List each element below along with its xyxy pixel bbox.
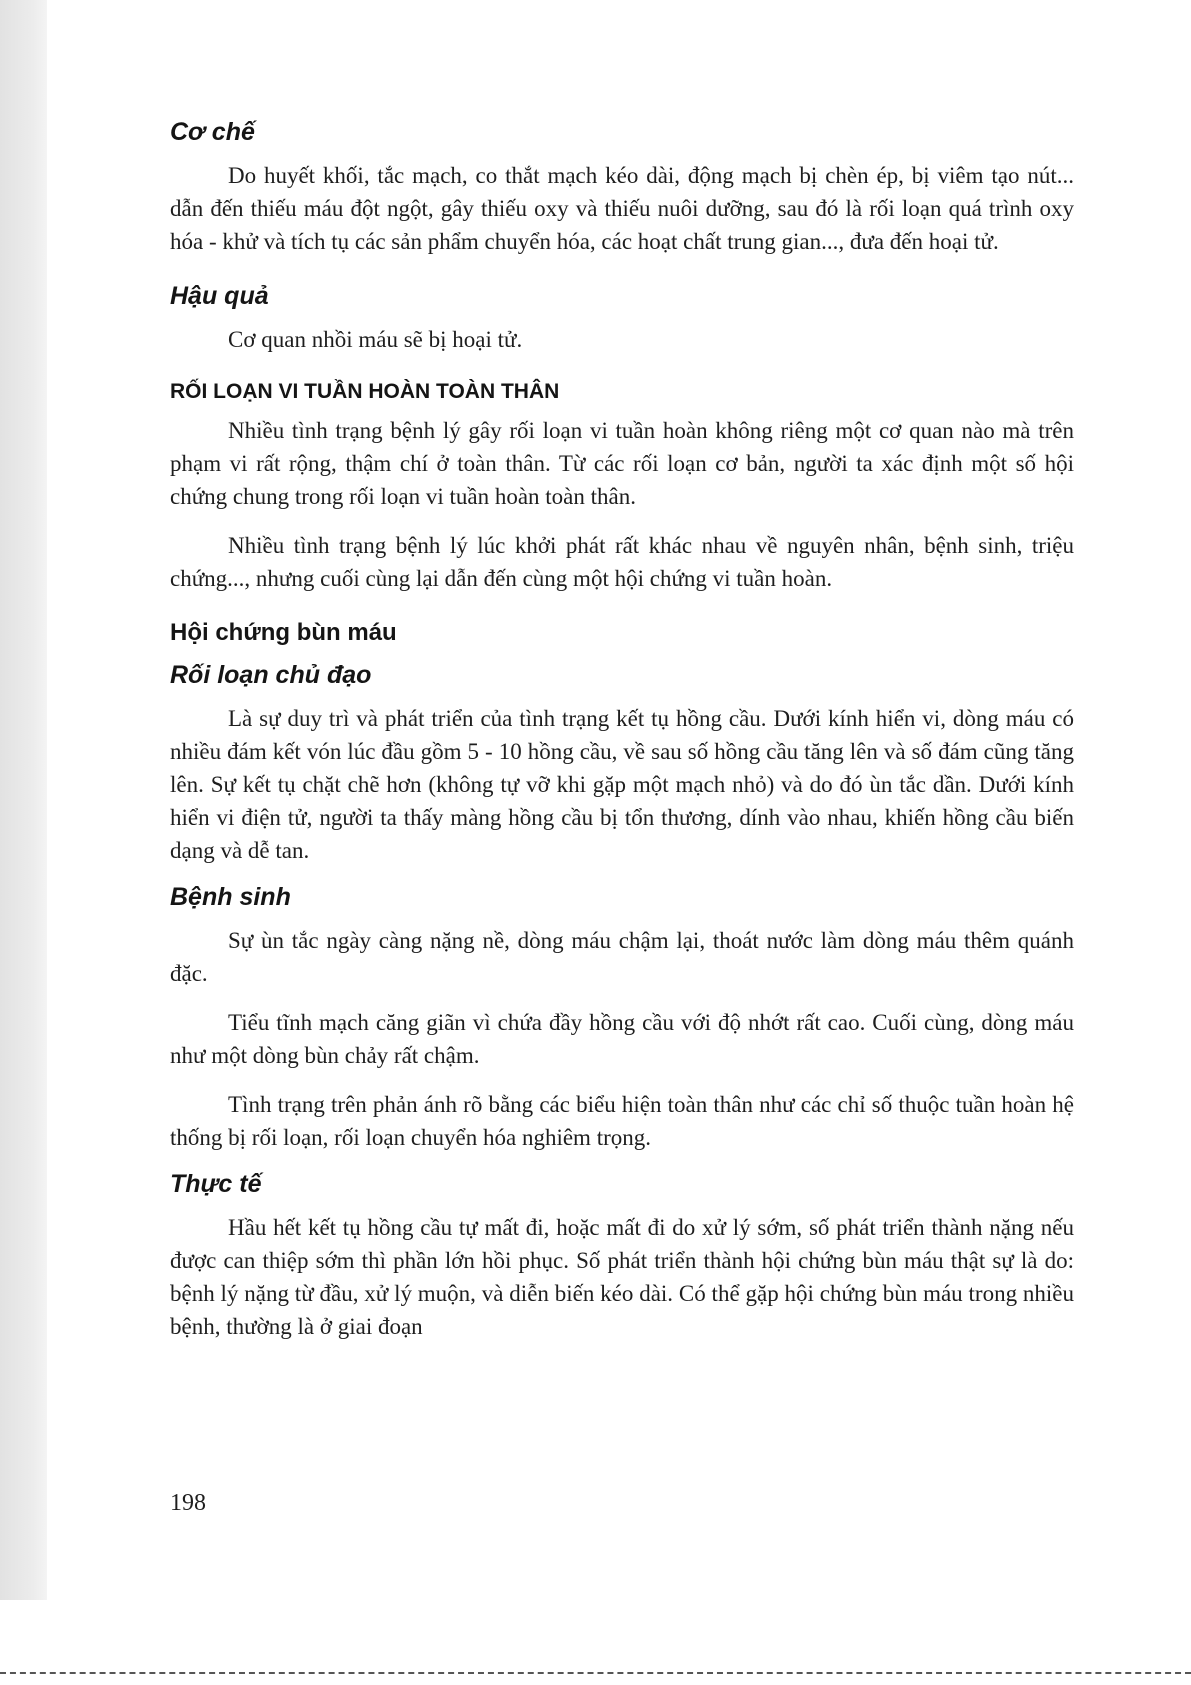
paragraph-co-che: Do huyết khối, tắc mạch, co thắt mạch kéo dài, động mạch bị chèn ép, bị viêm tạo nút... dẫn đến thiếu máu đột ngột, gây thiếu oxy và thiếu nuôi dưỡng, sau đó là rối loạn quá trình oxy hóa - khử và tích tụ các sản phẩm chuyển hóa, các hoạt chất trung gian..., đưa đến hoại tử.: [170, 163, 1074, 254]
heading-thuc-te: Thực tế: [170, 1170, 262, 1198]
paragraph-toan-than-2: Nhiều tình trạng bệnh lý lúc khởi phát rất khác nhau về nguyên nhân, bệnh sinh, triệu chứng..., nhưng cuối cùng lại dẫn đến cùng một hội chứng vi tuần hoàn.: [170, 533, 1074, 591]
scan-gutter: [0, 0, 47, 1600]
paragraph-roi-loan-chu-dao: Là sự duy trì và phát triển của tình trạng kết tụ hồng cầu. Dưới kính hiển vi, dòng máu có nhiều đám kết vón lúc đầu gồm 5 - 10 hồng cầu, về sau số hồng cầu tăng lên và số đám cũng tăng lên. Sự kết tụ chặt chẽ hơn (không tự vỡ khi gặp một mạch nhỏ) và do đó ùn tắc dần. Dưới kính hiển vi điện tử, người ta thấy màng hồng cầu bị tổn thương, dính vào nhau, khiến hồng cầu biến dạng và dễ tan.: [170, 706, 1074, 863]
heading-co-che: Cơ chế: [170, 118, 255, 146]
paragraph-toan-than-1: Nhiều tình trạng bệnh lý gây rối loạn vi tuần hoàn không riêng một cơ quan nào mà trên phạm vi rất rộng, thậm chí ở toàn thân. Từ các rối loạn cơ bản, người ta xác định một số hội chứng chung trong rối loạn vi tuần hoàn toàn thân.: [170, 418, 1074, 509]
paragraph-benh-sinh-2: Tiểu tĩnh mạch căng giãn vì chứa đầy hồng cầu với độ nhớt rất cao. Cuối cùng, dòng máu như một dòng bùn chảy rất chậm.: [170, 1010, 1074, 1068]
paragraph-thuc-te: Hầu hết kết tụ hồng cầu tự mất đi, hoặc mất đi do xử lý sớm, số phát triển thành nặng nếu được can thiệp sớm thì phần lớn hồi phục. Số phát triển thành hội chứng bùn máu thật sự là do: bệnh lý nặng từ đầu, xử lý muộn, và diễn biến kéo dài. Có thể gặp hội chứng bùn máu trong nhiều bệnh, thường là ở giai đoạn: [170, 1215, 1074, 1339]
paragraph-benh-sinh-3: Tình trạng trên phản ánh rõ bằng các biểu hiện toàn thân như các chỉ số thuộc tuần hoàn hệ thống bị rối loạn, rối loạn chuyển hóa nghiêm trọng.: [170, 1092, 1074, 1150]
paragraph-benh-sinh-1: Sự ùn tắc ngày càng nặng nề, dòng máu chậm lại, thoát nước làm dòng máu thêm quánh đặc.: [170, 928, 1074, 986]
heading-hau-qua: Hậu quả: [170, 282, 269, 310]
scan-edge-line: [0, 1672, 1191, 1674]
book-page-body: [170, 118, 1074, 1359]
page-number: 198: [170, 1490, 206, 1516]
heading-roi-loan-chu-dao: Rối loạn chủ đạo: [170, 661, 372, 689]
heading-roi-loan-toan-than: RỐI LOẠN VI TUẦN HOÀN TOÀN THÂN: [170, 380, 560, 403]
paragraph-hau-qua: Cơ quan nhồi máu sẽ bị hoại tử.: [228, 327, 523, 352]
heading-hoi-chung-bun-mau: Hội chứng bùn máu: [170, 619, 397, 646]
heading-benh-sinh: Bệnh sinh: [170, 883, 291, 911]
